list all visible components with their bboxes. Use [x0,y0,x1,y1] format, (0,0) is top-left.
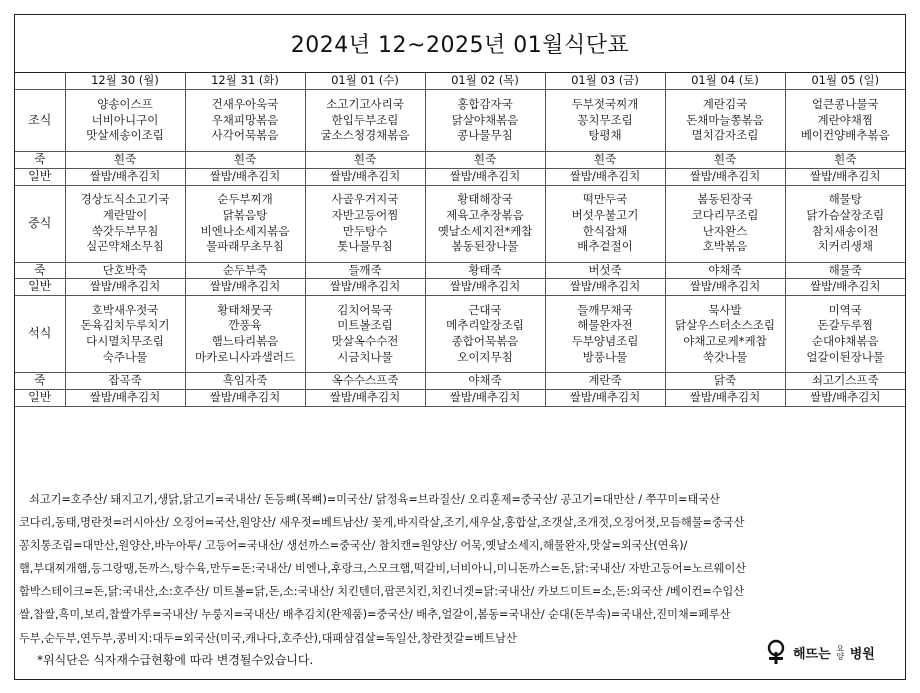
menu-table [15,73,905,407]
menu-cell [305,262,425,279]
menu-item: 계란말이 [102,207,148,222]
hospital-cross-icon [763,639,789,665]
menu-item: 치커리생채 [817,239,874,254]
menu-item: 순대야채볶음 [811,334,879,349]
menu-item: 건새우아욱국 [211,96,279,111]
menu-cell [545,296,665,373]
menu-item: 쌀밥/배추김치 [209,279,281,294]
menu-cell [545,373,665,390]
menu-item: 얼큰콩나물국 [811,96,879,111]
meal-label: 중식 [15,185,65,262]
menu-cell [545,185,665,262]
meal-label: 일반 [15,168,65,185]
menu-item: 종합어묵볶음 [451,334,519,349]
menu-cell [65,168,185,185]
menu-cell [425,296,545,373]
menu-body [15,90,905,407]
menu-item: 쌀밥/배추김치 [569,389,641,404]
menu-item: 베이컨양배추볶음 [800,128,890,143]
menu-item: 닭살우스터소스조림 [675,318,775,333]
meal-label: 석식 [15,296,65,373]
menu-item: 사각어묵볶음 [211,128,279,143]
menu-cell [305,185,425,262]
menu-item: 햄느타리볶음 [211,334,279,349]
menu-item: 배추겉절이 [577,239,633,254]
menu-cell [425,152,545,169]
menu-cell [305,90,425,152]
menu-item: 봄동된장나물 [451,239,519,254]
origin-note-line: 쌀,찹쌀,흑미,보리,찹쌀가루=국내산/ 누룽지=국내산/ 배추김치(완제품)=중국산/ 배추,얼갈이,봄동=국내산/ 순대(돈부속)=국내산,진미채=페루산 [19,608,731,622]
menu-item: 쌀밥/배추김치 [809,279,881,294]
menu-cell [185,185,305,262]
menu-item: 흰죽 [353,152,377,166]
origin-note-line: 햄,부대찌개햄,등그랑땡,돈까스,탕수육,만두=돈:국내산/ 비엔나,후랑크,스모크햄,떡갈비,너비아니,미니돈까스=돈,닭:국내산/ 자반고등어=노르웨이산 [19,562,747,576]
menu-item: 황태해장국 [457,192,513,206]
origin-note-line: 꽁치통조림=대만산,원양산,바누아투/ 고등어=국내산/ 생선까스=중국산/ 참치캔=원양산/ 어묵,옛날소세지,해물완자,맛살=외국산(연육)/ [19,539,688,553]
menu-item: 흑임자죽 [222,373,268,388]
menu-item: 닭볶음탕 [222,207,268,222]
menu-cell [785,373,905,390]
menu-cell [185,389,305,406]
menu-item: 들깨무채국 [577,302,633,317]
menu-item: 두부양념조림 [571,334,639,349]
menu-item: 흰죽 [113,152,137,166]
menu-item: 콩나물무침 [457,128,513,143]
menu-item: 소고기고사리국 [326,96,404,111]
menu-item: 한입두부조림 [331,112,399,127]
menu-item: 쌀밥/배추김치 [209,389,281,404]
menu-item: 코다리무조림 [691,207,759,222]
origin-note-line: 두부,순두부,연두부,콩비지:대두=외국산(미국,캐나다,호주산),대패삼겹살=독일산,창란젓갈=베트남산 [19,631,517,645]
menu-item: 쌀밥/배추김치 [569,168,641,183]
menu-item: 야채죽 [468,373,502,388]
menu-item: 얼갈이된장나물 [806,349,885,364]
menu-cell [65,262,185,279]
menu-cell [425,90,545,152]
menu-row [15,373,905,390]
menu-item: 맛살세송이조림 [86,128,164,143]
menu-item: 봄동된장국 [697,192,753,206]
menu-item: 해물죽 [828,262,862,277]
menu-row [15,168,905,185]
menu-item: 야채고로케*케찹 [683,334,767,349]
menu-row [15,262,905,279]
menu-item: 야채죽 [708,262,742,277]
menu-cell [425,373,545,390]
menu-item: 묵사발 [708,302,742,317]
date-header: 12월 30 (월) [65,73,185,90]
menu-item: 쌀밥/배추김치 [689,279,761,294]
menu-cell [785,279,905,296]
menu-item: 비엔나소세지볶음 [200,223,290,238]
menu-item: 김치어묵국 [337,302,393,317]
menu-row [15,152,905,169]
menu-cell [785,296,905,373]
menu-cell [545,90,665,152]
menu-item: 탕평채 [588,128,622,143]
menu-cell [65,90,185,152]
menu-item: 옛날소세지전*케찹 [437,223,533,238]
menu-cell [65,296,185,373]
menu-item: 단호박죽 [102,262,148,277]
menu-item: 버섯우불고기 [571,207,639,222]
menu-cell [65,279,185,296]
meal-label: 죽 [15,373,65,390]
menu-frame [14,14,906,680]
menu-cell [785,262,905,279]
menu-cell [65,373,185,390]
menu-cell [185,373,305,390]
menu-item: 우채피망볶음 [211,112,279,127]
origin-note-line: 쇠고기=호주산/ 돼지고기,생닭,닭고기=국내산/ 돈등뼈(목뼈)=미국산/ 닭정육=브라질산/ 오리훈제=중국산/ 공고기=대만산 / 쭈꾸미=태국산 [29,493,720,506]
menu-cell [545,389,665,406]
menu-item: 흰죽 [834,152,857,166]
menu-cell [785,185,905,262]
menu-cell [785,90,905,152]
menu-item: 쌀밥/배추김치 [89,168,161,183]
menu-item: 계란김국 [702,96,748,111]
menu-row [15,279,905,296]
menu-item: 돈채마늘쫑볶음 [686,112,764,127]
menu-cell [425,262,545,279]
menu-item: 쌀밥/배추김치 [89,389,161,404]
meal-label: 조식 [15,90,65,152]
date-header: 12월 31 (화) [185,73,305,90]
menu-cell [665,90,785,152]
menu-cell [665,262,785,279]
menu-item: 깐풍육 [228,318,262,333]
menu-cell [305,296,425,373]
menu-item: 제육고추장볶음 [446,207,524,222]
menu-row [15,90,905,152]
menu-cell [305,168,425,185]
menu-item: 쌀밥/배추김치 [689,389,761,404]
menu-item: 방풍나물 [582,349,628,364]
disclaimer: *위식단은 식자재수급현황에 따라 변경될수있습니다. [37,653,314,667]
menu-cell [185,296,305,373]
menu-row [15,389,905,406]
menu-item: 미역국 [828,302,862,317]
menu-item: 돈갈두루찜 [817,318,874,333]
date-header: 01월 05 (일) [785,73,905,90]
menu-cell [185,279,305,296]
menu-item: 쌀밥/배추김치 [449,279,521,294]
menu-item: 오이지무침 [457,349,513,364]
menu-cell [305,389,425,406]
menu-cell [185,90,305,152]
menu-item: 해물탕 [828,192,862,206]
logo-hospital-text: 병원 [849,646,875,662]
menu-item: 쌀밥/배추김치 [449,168,521,183]
menu-item: 시금치나물 [337,349,393,364]
menu-item: 멸치감자조림 [691,128,759,143]
menu-item: 잡곡죽 [108,373,142,388]
menu-cell [545,279,665,296]
menu-item: 떡만두국 [582,192,628,206]
menu-item: 쌀밥/배추김치 [329,389,401,404]
menu-item: 닭죽 [713,373,737,388]
menu-item: 쌀밥/배추김치 [89,279,161,294]
meal-label: 일반 [15,279,65,296]
menu-cell [305,152,425,169]
menu-cell [185,262,305,279]
logo-text: 해뜨는 [793,646,831,662]
menu-cell [665,279,785,296]
menu-item: 물파래무초무침 [206,239,284,254]
page-title: 2024년 12~2025년 01월식단표 [15,15,905,73]
menu-item: 근대국 [468,302,502,317]
date-header: 01월 01 (수) [305,73,425,90]
date-header: 01월 02 (목) [425,73,545,90]
menu-cell [65,389,185,406]
logo-small-text: 요양 [835,644,845,660]
menu-cell [65,185,185,262]
menu-item: 호박새우젓국 [91,302,159,317]
menu-cell [305,373,425,390]
menu-item: 흰죽 [593,152,617,166]
menu-cell [545,152,665,169]
menu-item: 쇠고기스프죽 [811,373,879,388]
origin-note-line: 함박스테이크=돈,닭:국내산,소:호주산/ 미트볼=닭,돈,소:국내산/ 치킨텐더,팝콘치킨,치킨너겟=닭:국내산/ 카보드미트=소,돈:외국산 /베이컨=수입산 [19,585,745,599]
menu-item: 홍합감자국 [457,96,513,111]
menu-cell [665,373,785,390]
menu-item: 쌀밥/배추김치 [329,168,401,183]
origin-note-line: 코다리,동태,명란젓=러시아산/ 오징어=국산,원양산/ 새우젓=베트남산/ 꽃게,바지락살,조기,새우살,홍합살,조갯살,조개젓,오징어젓,모듬해물=중국산 [19,516,745,530]
menu-cell [425,279,545,296]
menu-item: 닭살야채볶음 [451,112,519,127]
menu-item: 두부젓국찌개 [571,96,639,111]
menu-item: 쌀밥/배추김치 [809,168,881,183]
menu-row [15,296,905,373]
origin-notes [15,488,905,650]
hospital-logo [763,639,875,665]
menu-item: 꽁치무조림 [577,112,633,127]
menu-row [15,185,905,262]
menu-item: 다시멸치무조림 [86,334,164,349]
menu-item: 양송이스프 [97,96,153,111]
menu-cell [305,279,425,296]
menu-cell [785,168,905,185]
menu-cell [185,152,305,169]
menu-item: 닭가슴살장조림 [806,207,885,222]
menu-item: 쌀밥/배추김치 [569,279,641,294]
menu-item: 한식잡채 [582,223,628,238]
menu-item: 흰죽 [713,152,737,166]
menu-cell [185,168,305,185]
menu-cell [65,152,185,169]
menu-item: 돈육김치두루치기 [80,318,170,333]
menu-item: 옥수수스프죽 [331,373,399,388]
menu-item: 자반고등어찜 [331,207,399,222]
menu-item: 쌀밥/배추김치 [329,279,401,294]
menu-item: 쑥갓두부무침 [91,223,159,238]
meal-label: 죽 [15,152,65,169]
menu-cell [665,168,785,185]
menu-item: 사골우거지국 [331,192,399,206]
menu-item: 쌀밥/배추김치 [689,168,761,183]
menu-cell [785,152,905,169]
menu-item: 들깨죽 [348,262,382,277]
menu-item: 해물완자전 [577,318,633,333]
menu-cell [545,168,665,185]
menu-cell [785,389,905,406]
menu-item: 톳나물무침 [337,239,393,254]
menu-item: 숙주나물 [102,349,148,364]
menu-item: 흰죽 [233,152,257,166]
menu-item: 쌀밥/배추김치 [809,389,881,404]
menu-item: 실곤약채소무침 [86,239,164,254]
corner-cell [15,73,65,90]
menu-item: 경상도식소고기국 [80,192,170,206]
menu-item: 쌀밥/배추김치 [449,389,521,404]
menu-item: 미트볼조림 [337,318,393,333]
menu-item: 호박볶음 [702,239,748,254]
menu-cell [425,389,545,406]
menu-item: 쑥갓나물 [702,349,748,364]
menu-cell [425,168,545,185]
menu-item: 버섯죽 [588,262,622,277]
menu-cell [665,389,785,406]
menu-cell [545,262,665,279]
menu-item: 쌀밥/배추김치 [209,168,281,183]
menu-item: 굴소스청경채볶음 [320,128,410,143]
menu-item: 메추리알장조림 [446,318,524,333]
menu-item: 계란야채찜 [817,112,874,127]
menu-item: 너비아니구이 [91,112,159,127]
menu-item: 만두탕수 [342,223,388,238]
menu-item: 맛살옥수수전 [331,334,399,349]
menu-item: 흰죽 [473,152,497,166]
menu-cell [425,185,545,262]
meal-label: 죽 [15,262,65,279]
menu-item: 참치새송이전 [811,223,879,238]
menu-item: 황태죽 [468,262,502,277]
menu-item: 순두부찌개 [217,192,273,206]
menu-item: 황태채뭇국 [217,302,273,317]
menu-cell [665,185,785,262]
menu-item: 마카로니사과샐러드 [195,349,295,364]
meal-label: 일반 [15,389,65,406]
menu-item: 난자완스 [702,223,748,238]
date-header: 01월 04 (토) [665,73,785,90]
date-header: 01월 03 (금) [545,73,665,90]
menu-item: 순두부죽 [222,262,268,277]
menu-cell [665,296,785,373]
menu-cell [665,152,785,169]
menu-item: 계란죽 [588,373,622,388]
date-header-row [15,73,905,90]
